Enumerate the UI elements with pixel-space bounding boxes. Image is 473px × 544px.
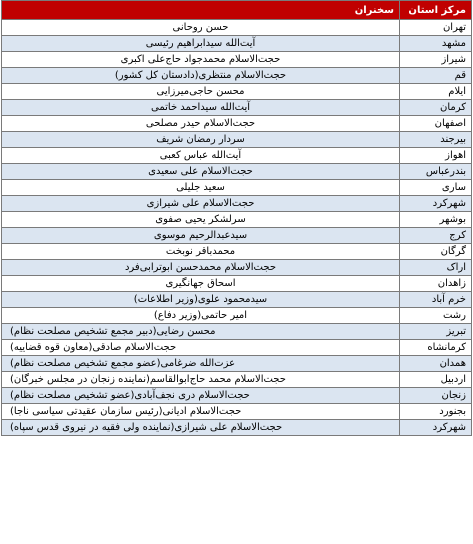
table-row <box>2 340 472 356</box>
province-cell: زاهدان <box>400 276 472 292</box>
speaker-cell: حجت‌الاسلام علی شیرازی(نماینده ولی فقیه در نیروی قدس سپاه) <box>2 420 400 436</box>
table-row <box>2 292 472 308</box>
table-row <box>2 100 472 116</box>
table-row <box>2 20 472 36</box>
speaker-cell: محسن رضایی(دبیر مجمع تشخیص مصلحت نظام) <box>2 324 400 340</box>
province-cell: شهرکرد <box>400 196 472 212</box>
table-row <box>2 276 472 292</box>
table-row <box>2 180 472 196</box>
speaker-cell: حجت‌الاسلام ادیانی(رئیس سازمان عقیدتی سیاسی ناجا) <box>2 404 400 420</box>
province-cell: زنجان <box>400 388 472 404</box>
province-cell: اراک <box>400 260 472 276</box>
province-cell: تبریز <box>400 324 472 340</box>
table-row <box>2 404 472 420</box>
province-cell: اهواز <box>400 148 472 164</box>
table-row <box>2 84 472 100</box>
table-body <box>2 20 472 436</box>
province-cell: بیرجند <box>400 132 472 148</box>
table-row <box>2 148 472 164</box>
table-row <box>2 68 472 84</box>
speaker-cell: سیدعبدالرحیم موسوی <box>2 228 400 244</box>
province-cell: مشهد <box>400 36 472 52</box>
speaker-column-header: سخنران <box>2 1 400 20</box>
speaker-cell: امیر حاتمی(وزیر دفاع) <box>2 308 400 324</box>
province-cell: ساری <box>400 180 472 196</box>
province-cell: بندرعباس <box>400 164 472 180</box>
speaker-cell: اسحاق جهانگیری <box>2 276 400 292</box>
table-row <box>2 356 472 372</box>
table-row <box>2 116 472 132</box>
speaker-cell: عزت‌الله ضرغامی(عضو مجمع تشخیص مصلحت نظام) <box>2 356 400 372</box>
table-header-row <box>2 1 472 20</box>
table-row <box>2 420 472 436</box>
speaker-cell: حجت‌الاسلام منتظری(دادستان کل کشور) <box>2 68 400 84</box>
province-cell: کرمانشاه <box>400 340 472 356</box>
table-row <box>2 260 472 276</box>
table-row <box>2 36 472 52</box>
speaker-cell: سیدمحمود علوی(وزیر اطلاعات) <box>2 292 400 308</box>
speaker-cell: آیت‌الله عباس کعبی <box>2 148 400 164</box>
table-row <box>2 212 472 228</box>
table-row <box>2 228 472 244</box>
table-row <box>2 388 472 404</box>
speaker-cell: سرلشکر یحیی صفوی <box>2 212 400 228</box>
speaker-cell: محسن حاجی‌میرزایی <box>2 84 400 100</box>
table-row <box>2 196 472 212</box>
speaker-cell: محمدباقر نوبخت <box>2 244 400 260</box>
speaker-cell: حجت‌الاسلام محمدجواد حاج‌علی اکبری <box>2 52 400 68</box>
speakers-table <box>1 0 472 436</box>
province-cell: بجنورد <box>400 404 472 420</box>
table-row <box>2 164 472 180</box>
province-cell: خرم آباد <box>400 292 472 308</box>
province-cell: تهران <box>400 20 472 36</box>
province-cell: اصفهان <box>400 116 472 132</box>
speaker-cell: حجت‌الاسلام دری نجف‌آبادی(عضو تشخیص مصلحت نظام) <box>2 388 400 404</box>
speaker-cell: آیت‌الله سیداحمد خاتمی <box>2 100 400 116</box>
speaker-cell: سردار رمضان شریف <box>2 132 400 148</box>
province-cell: گرگان <box>400 244 472 260</box>
province-cell: اردبیل <box>400 372 472 388</box>
table-row <box>2 308 472 324</box>
province-cell: کرمان <box>400 100 472 116</box>
table-row <box>2 132 472 148</box>
speaker-cell: حسن روحانی <box>2 20 400 36</box>
speaker-cell: حجت‌الاسلام محمد حاج‌ابوالقاسم(نماینده زنجان در مجلس خبرگان) <box>2 372 400 388</box>
speaker-cell: حجت‌الاسلام علی سعیدی <box>2 164 400 180</box>
province-cell: قم <box>400 68 472 84</box>
province-cell: ایلام <box>400 84 472 100</box>
table-row <box>2 324 472 340</box>
province-cell: همدان <box>400 356 472 372</box>
province-cell: بوشهر <box>400 212 472 228</box>
speaker-cell: حجت‌الاسلام حیدر مصلحی <box>2 116 400 132</box>
province-cell: کرج <box>400 228 472 244</box>
speaker-cell: آیت‌الله سیدابراهیم رئیسی <box>2 36 400 52</box>
speaker-cell: حجت‌الاسلام علی شیرازی <box>2 196 400 212</box>
table-row <box>2 244 472 260</box>
speaker-cell: سعید جلیلی <box>2 180 400 196</box>
province-cell: شهرکرد <box>400 420 472 436</box>
speaker-cell: حجت‌الاسلام صادقی(معاون قوه قضاییه) <box>2 340 400 356</box>
table-row <box>2 52 472 68</box>
province-column-header: مرکز استان <box>400 1 472 20</box>
province-cell: شیراز <box>400 52 472 68</box>
table-row <box>2 372 472 388</box>
speaker-cell: حجت‌الاسلام محمدحسن ابوترابی‌فرد <box>2 260 400 276</box>
province-cell: رشت <box>400 308 472 324</box>
